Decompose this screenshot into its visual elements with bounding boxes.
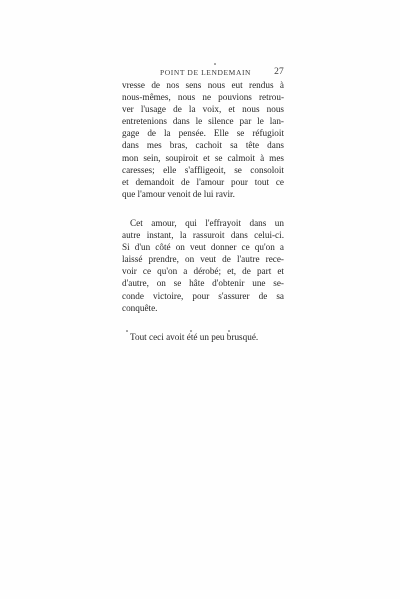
- text-line: nous-mêmes, nous ne pouvions retrou-: [122, 92, 284, 103]
- text-line: Cet amour, qui l'effrayoit dans un: [130, 217, 284, 228]
- page-speck: [190, 330, 192, 332]
- text-line: dans mes bras, cachoit sa tête dans: [122, 140, 284, 151]
- text-line: conquête.: [122, 302, 158, 313]
- text-line: entretenions dans le silence par le lan-: [122, 116, 284, 127]
- body-text: [122, 79, 284, 343]
- paragraph: [122, 217, 284, 314]
- text-line: et demandoit de l'amour pour tout ce: [122, 176, 284, 187]
- text-line: autre instant, la rassuroit dans celui-ci.: [122, 230, 284, 241]
- text-line: ver l'usage de la voix, et nous nous: [122, 104, 284, 115]
- text-line: conde victoire, pour s'assurer de sa: [122, 290, 284, 301]
- text-line: que l'amour venoit de lui ravir.: [122, 188, 235, 199]
- text-line: voir ce qu'on a dérobé; et, de part et: [122, 266, 284, 277]
- text-line: vresse de nos sens nous eut rendus à: [122, 80, 284, 90]
- text-line: laissé prendre, on veut de l'autre rece-: [122, 254, 284, 265]
- paragraph: [122, 79, 284, 200]
- running-title: POINT DE LENDEMAIN: [160, 68, 252, 77]
- page-speck: [228, 330, 230, 332]
- text-line: gage de la pensée. Elle se réfugioit: [122, 128, 284, 139]
- text-line: Si d'un côté on veut donner ce qu'on a: [122, 242, 284, 253]
- page-speck: [126, 330, 128, 332]
- paragraph: [122, 331, 284, 343]
- text-line: mon sein, soupiroit et se calmoit à mes: [122, 152, 284, 163]
- text-line: d'autre, on se hâte d'obtenir une se-: [122, 278, 284, 289]
- text-line: caresses; elle s'affligeoit, se consoloit: [122, 164, 284, 175]
- text-line: Tout ceci avoit été un peu brusqué.: [130, 331, 259, 342]
- page-speck: [214, 63, 216, 65]
- page-number: 27: [274, 67, 284, 77]
